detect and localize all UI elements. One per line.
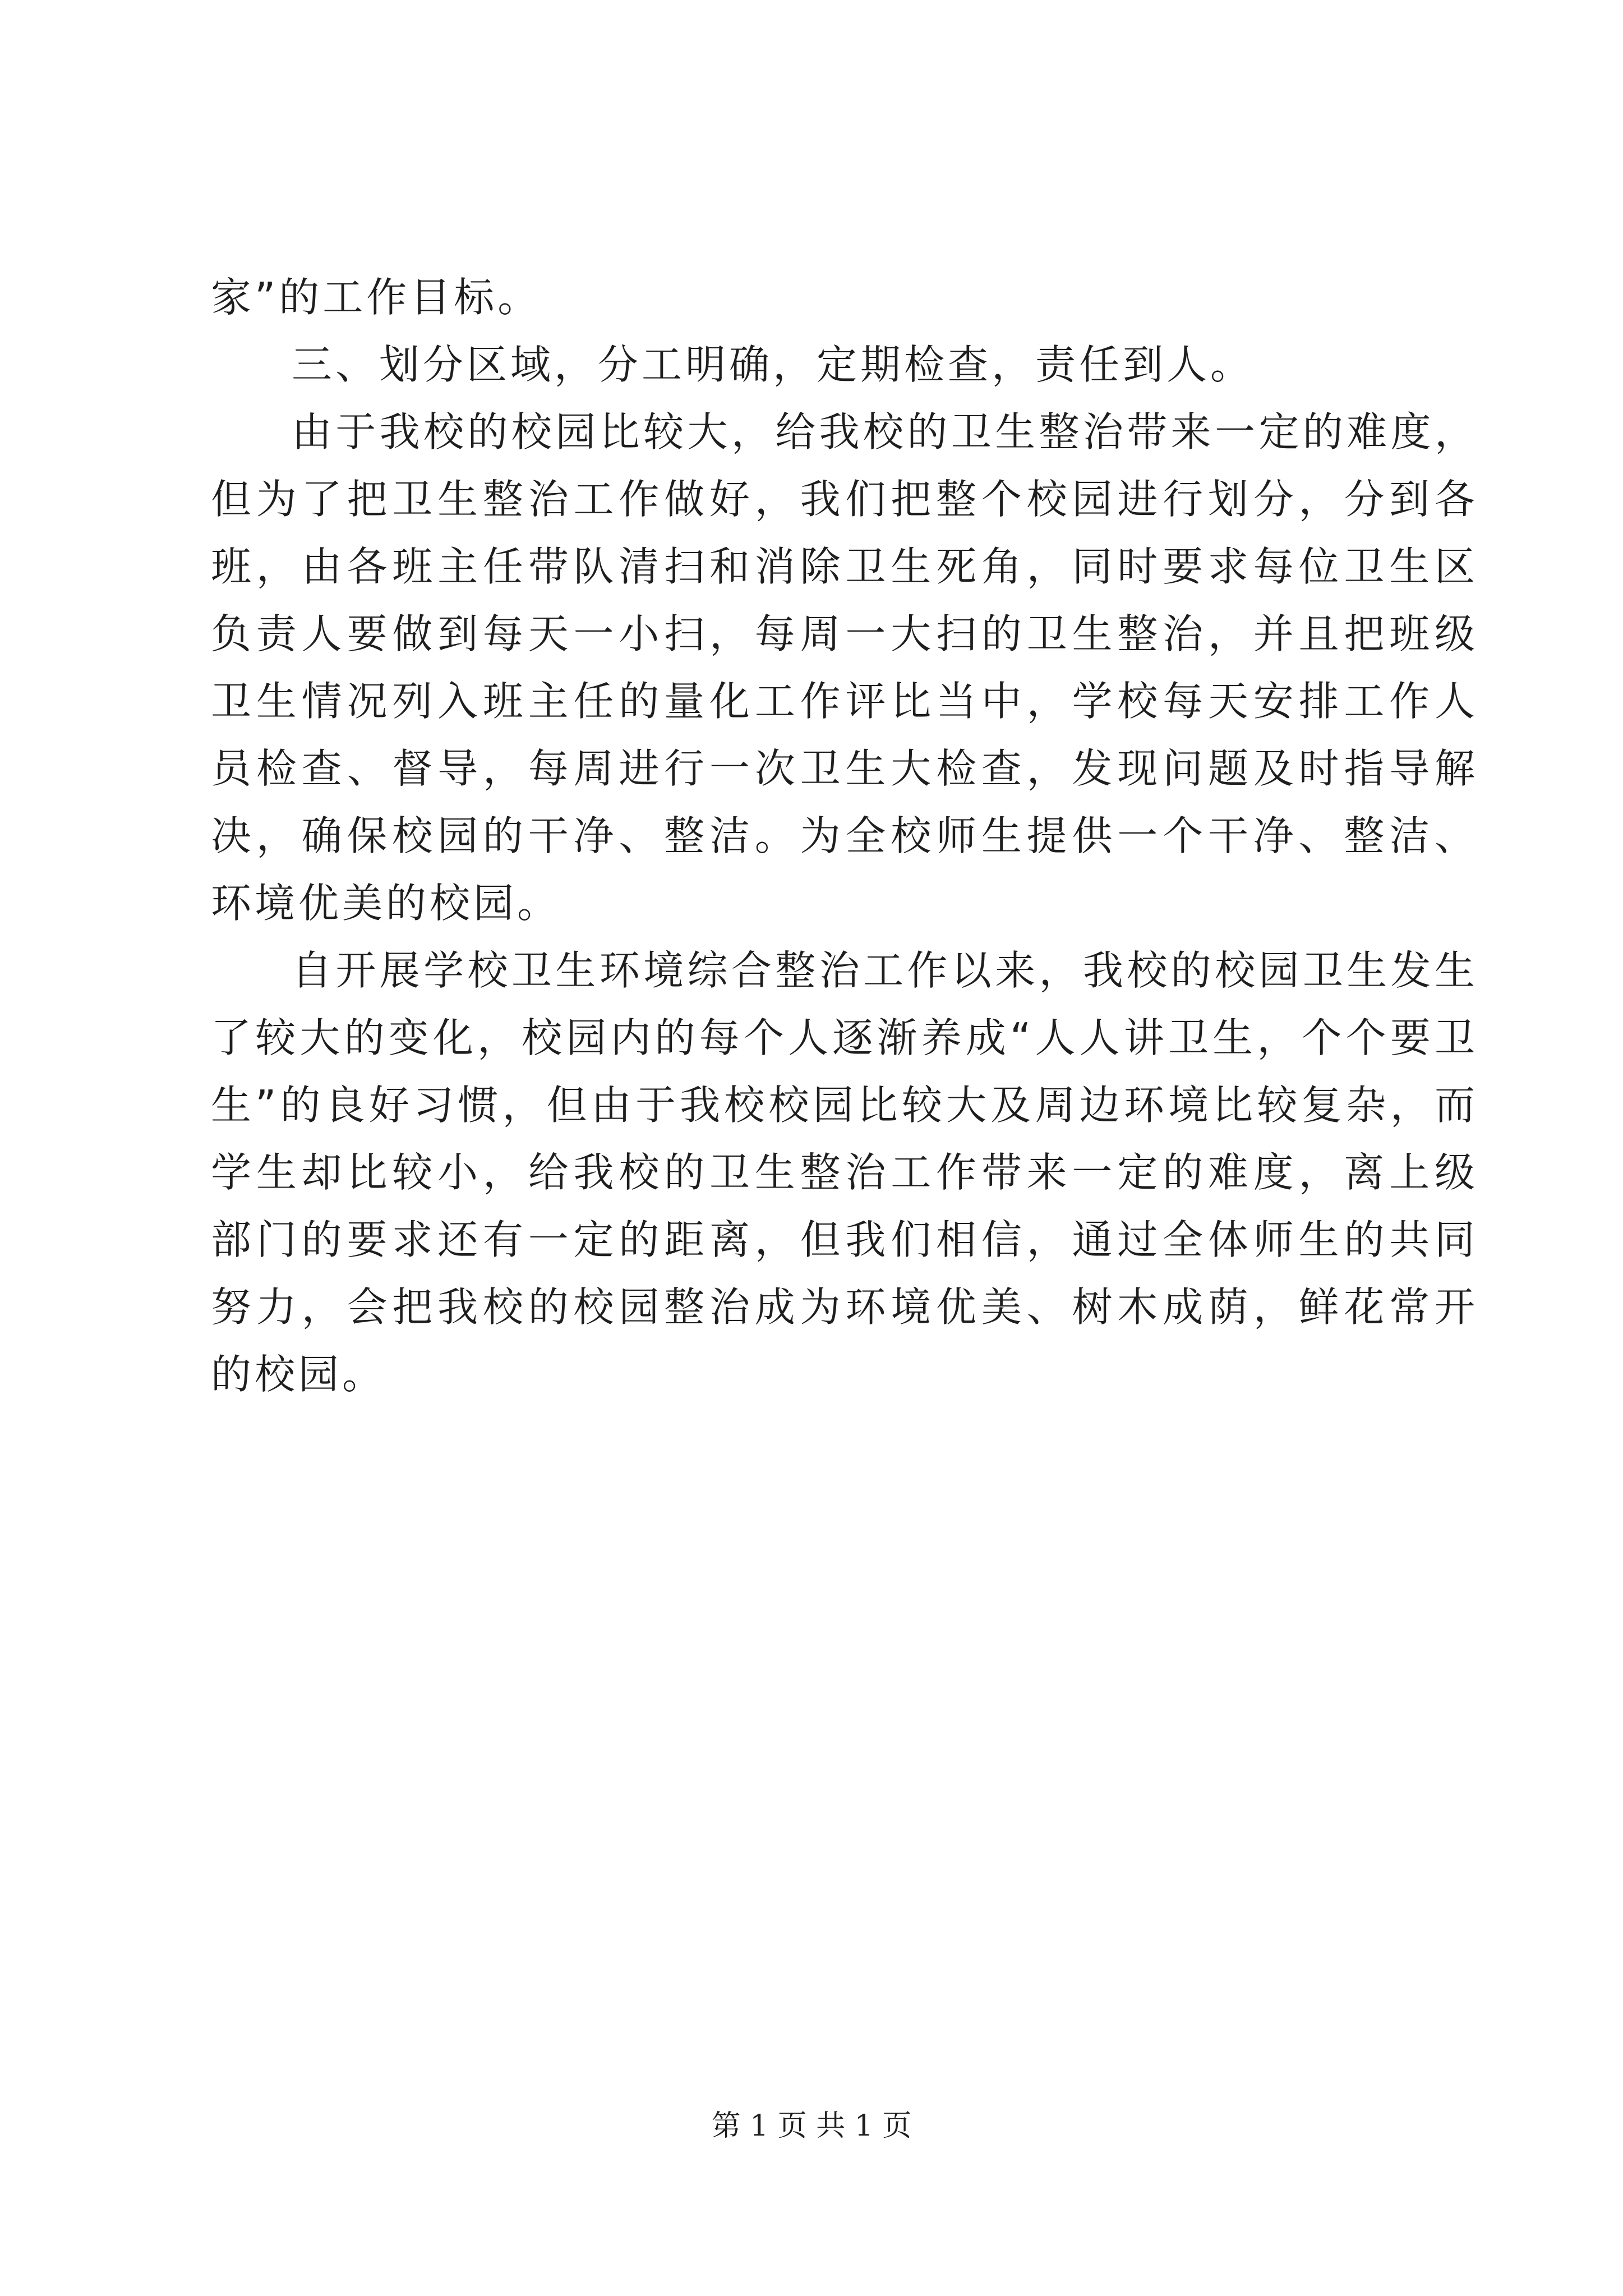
section-heading: 三、划分区域，分工明确，定期检查，责任到人。: [292, 341, 1255, 388]
paragraph-body: 自开展学校卫生环境综合整治工作以来，我校的校园卫生发生了较大的变化，校园内的每个人逐渐养成“人人讲卫生，个个要卫生”的良好习惯，但由于我校校园比较大及周边环境比较复杂，而学生却比较小，给我校的卫生整治工作带来一定的难度，离上级部门的要求还有一定的距离，但我们相信，通过全体师生的共同努力，会把我校的校园整治成为环境优美、树木成荫，鲜花常开的校园。: [211, 947, 1478, 1398]
page-number-footer: 第 1 页 共 1 页: [711, 2109, 912, 2143]
document-body: [211, 264, 1478, 1408]
paragraph-body: 由于我校的校园比较大，给我校的卫生整治带来一定的难度，但为了把卫生整治工作做好，我们把整个校园进行划分，分到各班，由各班主任带队清扫和消除卫生死角，同时要求每位卫生区负责人要做到每天一小扫，每周一大扫的卫生整治，并且把班级卫生情况列入班主任的量化工作评比当中，学校每天安排工作人员检查、督导，每周进行一次卫生大检查，发现问题及时指导解决，确保校园的干净、整洁。为全校师生提供一个干净、整洁、环境优美的校园。: [211, 408, 1478, 927]
paragraph-continuation: 家”的工作目标。: [211, 274, 542, 321]
